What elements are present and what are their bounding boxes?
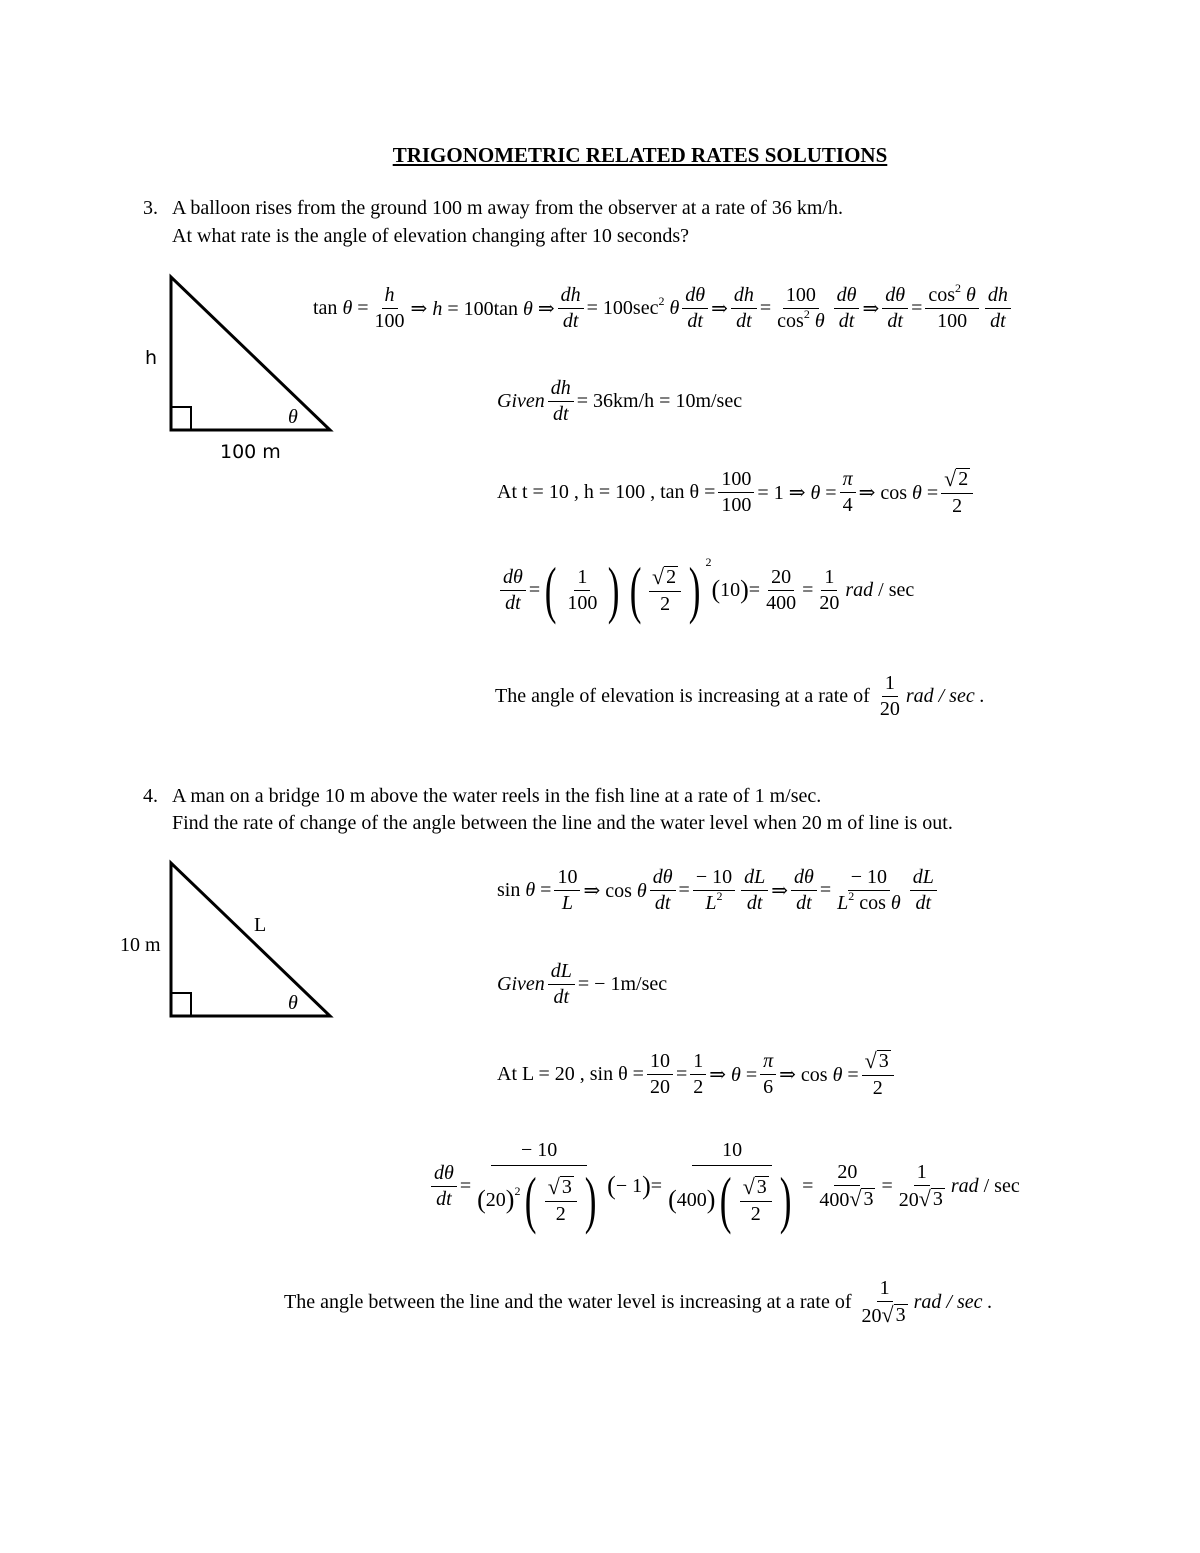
problem-3-line1: A balloon rises from the ground 100 m away from the observer at a rate of 36 km/h. [172, 197, 843, 219]
conclusion-3: The angle of elevation is increasing at a rate of $\frac{1}{20}$ rad / sec . [495, 672, 985, 720]
equation-3-derivation: tan θ = $\frac{h}{100}$ ⇒ h = 100tan θ ⇒ $\frac{dh}{dt}$ = $100\sec^2$ θ $\frac{d\theta}{dt}$ ⇒ $\frac{dh}{dt}$ = $\frac{100}{\cos^2 \theta}$ $\frac{d\theta}{dt}$ ⇒ $\frac{d\theta}{dt}$ = $\frac{\cos^2 \theta}{100}$ $\frac{dh}{dt}$ [313, 285, 1014, 332]
figure-3-angle-label: θ [288, 406, 298, 428]
problem-4-number: 4. [143, 785, 158, 807]
conclusion-4: The angle between the line and the water level is increasing at a rate of 1 20 √ 3 rad / sec . [284, 1277, 993, 1327]
problem-4-line2: Find the rate of change of the angle between the line and the water level when 20 m of line is out. [172, 812, 953, 834]
given-3-text: = 36km/h = 10m/sec [576, 390, 743, 412]
conclusion-4-text: The angle between the line and the water level is increasing at a rate of [284, 1291, 852, 1313]
figure-4-side-label: 10 m [120, 934, 161, 956]
conclusion-3-text: The angle of elevation is increasing at a rate of [495, 685, 870, 707]
problem-3-line2: At what rate is the angle of elevation changing after 10 seconds? [172, 225, 690, 247]
problem-3-number: 3. [143, 197, 158, 219]
equation-4-result: $\frac{d\theta}{dt}$ = − 10 ( 20 ) 2 ( √ 3 2 ) ( − 1 ) = 10 ( 400 ) ( √ 3 2 ) = 20 400 √ 3 = 1 20 √ 3 rad / sec [428, 1140, 1020, 1232]
equation-3-evaluate: At t = 10 , h = 100 , tan θ = $\frac{100}{100}$ = 1 ⇒ θ = $\frac{\pi}{4}$ ⇒ cos θ = √ 2 2 [497, 468, 976, 517]
conclusion-3-unit: rad / sec . [905, 685, 985, 707]
figure-3-side-label: h [145, 347, 158, 369]
given-4-text: = − 1m/sec [577, 973, 668, 995]
problem-4-line1: A man on a bridge 10 m above the water reels in the fish line at a rate of 1 m/sec. [172, 785, 822, 807]
equation-4-evaluate: At L = 20 , sin θ = $\frac{10}{20}$ = $\frac{1}{2}$ ⇒ θ = $\frac{\pi}{6}$ ⇒ cos θ = √ 3 2 [497, 1050, 897, 1099]
equation-4-given: Given $\frac{dL}{dt}$ = − 1m/sec [497, 960, 668, 1008]
equation-3-result: $\frac{d\theta}{dt}$ = ( $\frac{1}{100}$ ) ( √ 2 2 ) 2 ( 10 ) = $\frac{20}{400}$ = $\frac{1}{20}$ rad / sec [497, 558, 914, 622]
figure-4-angle-label: θ [288, 992, 298, 1014]
conclusion-4-unit: rad / sec . [913, 1291, 993, 1313]
at-3-text: At t = 10 , h = 100 , tan θ = [497, 481, 716, 503]
equation-3-given: Given $\frac{dh}{dt}$ = 36km/h = 10m/sec [497, 377, 743, 425]
equation-4-derivation: sin θ = $\frac{10}{L}$ ⇒ cos θ $\frac{d\theta}{dt}$ = $\frac{- 10}{L^2}$ $\frac{dL}{dt}$ ⇒ $\frac{d\theta}{dt}$ = $\frac{- 10}{L^2 \cos \theta}$ $\frac{dL}{dt}$ [497, 867, 940, 914]
figure-4-hyp-label: L [254, 914, 267, 936]
at-4-text: At L = 20 , sin θ = [497, 1063, 644, 1085]
figure-3-base-label: 100 m [220, 441, 281, 463]
page-title: TRIGONOMETRIC RELATED RATES SOLUTIONS [392, 143, 888, 167]
